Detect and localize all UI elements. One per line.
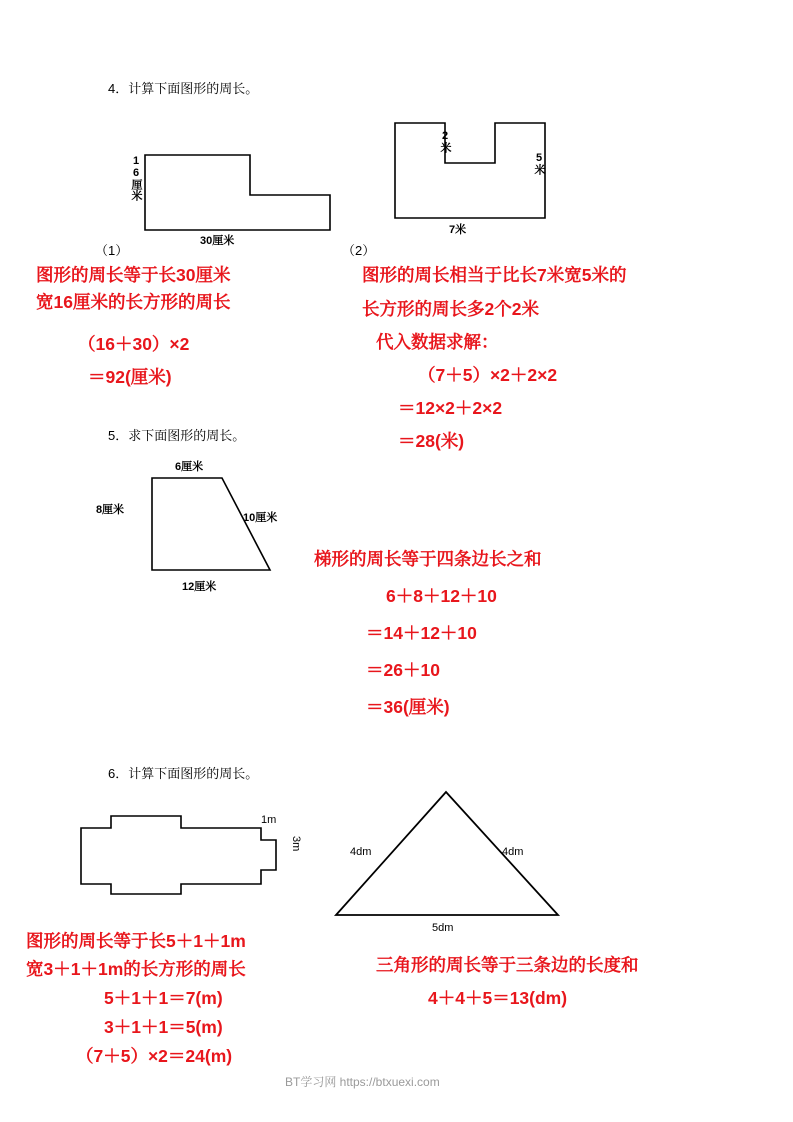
l-shape-horizontal-label: 30厘米 (200, 235, 235, 247)
q5-solution-line3: ＝14＋12＋10 (366, 623, 477, 643)
q5-solution-line2: 6＋8＋12＋10 (386, 586, 497, 606)
u-shape-bottom-label: 7米 (449, 224, 467, 236)
q6-solution2-line1: 三角形的周长等于三条边的长度和 (376, 955, 639, 975)
question-4-sub-label-1: （1） (95, 243, 129, 258)
q5-solution-line4: ＝26＋10 (366, 660, 440, 680)
question-4-sub-label-2: （2） (342, 243, 376, 258)
u-shape-notch-label: 2米 (439, 130, 451, 153)
cross-shaped-figure (76, 806, 286, 916)
q4-solution2-line6: ＝28(米) (398, 431, 465, 451)
q4-solution2-line4: （7＋5）×2＋2×2 (418, 365, 558, 385)
trapezoid-top-label: 6厘米 (175, 461, 204, 473)
trapezoid-left-label: 8厘米 (95, 504, 125, 516)
q4-solution2-line3: 代入数据求解： (376, 332, 499, 352)
q4-solution2-line1: 图形的周长相当于比长7米宽5米的 (362, 265, 627, 285)
q6-solution1-line4: 3＋1＋1＝5(m) (104, 1017, 223, 1037)
q4-solution2-line2: 长方形的周长多2个2米 (362, 299, 539, 319)
trapezoid-figure (130, 468, 290, 583)
cross-right-label: 3m (290, 836, 302, 852)
q6-solution1-line5: （7＋5）×2＝24(m) (76, 1046, 233, 1066)
triangle-right-label: 4dm (502, 846, 524, 858)
q6-solution1-line2: 宽3＋1＋1m的长方形的周长 (26, 959, 246, 979)
u-shape-right-label: 5米 (533, 152, 545, 175)
triangle-left-label: 4dm (350, 846, 372, 858)
trapezoid-right-label: 10厘米 (243, 512, 278, 524)
q4-solution1-line3: （16＋30）×2 (78, 334, 190, 354)
l-shaped-figure (140, 150, 340, 240)
question-4-heading: 4．计算下面图形的周长。 (108, 81, 259, 96)
q6-solution1-line3: 5＋1＋1＝7(m) (104, 988, 223, 1008)
q4-solution1-line2: 宽16厘米的长方形的周长 (36, 292, 231, 312)
q5-solution-line5: ＝36(厘米) (366, 697, 450, 717)
q6-solution1-line1: 图形的周长等于长5＋1＋1m (26, 931, 246, 951)
l-shape-vertical-label: 16厘米 (130, 155, 142, 201)
question-5-heading: 5．求下面图形的周长。 (108, 428, 246, 443)
trapezoid-bottom-label: 12厘米 (182, 581, 217, 593)
q4-solution2-line5: ＝12×2＋2×2 (398, 398, 503, 418)
q5-solution-line1: 梯形的周长等于四条边长之和 (314, 549, 542, 569)
q4-solution1-line4: ＝92(厘米) (88, 367, 172, 387)
cross-small-label: 1m (261, 814, 277, 826)
q4-solution1-line1: 图形的周长等于长30厘米 (36, 265, 231, 285)
question-6-heading: 6．计算下面图形的周长。 (108, 766, 259, 781)
triangle-bottom-label: 5dm (432, 922, 454, 934)
footer-watermark: BT学习网 https://btxuexi.com (285, 1075, 440, 1089)
q6-solution2-line2: 4＋4＋5＝13(dm) (428, 988, 568, 1008)
